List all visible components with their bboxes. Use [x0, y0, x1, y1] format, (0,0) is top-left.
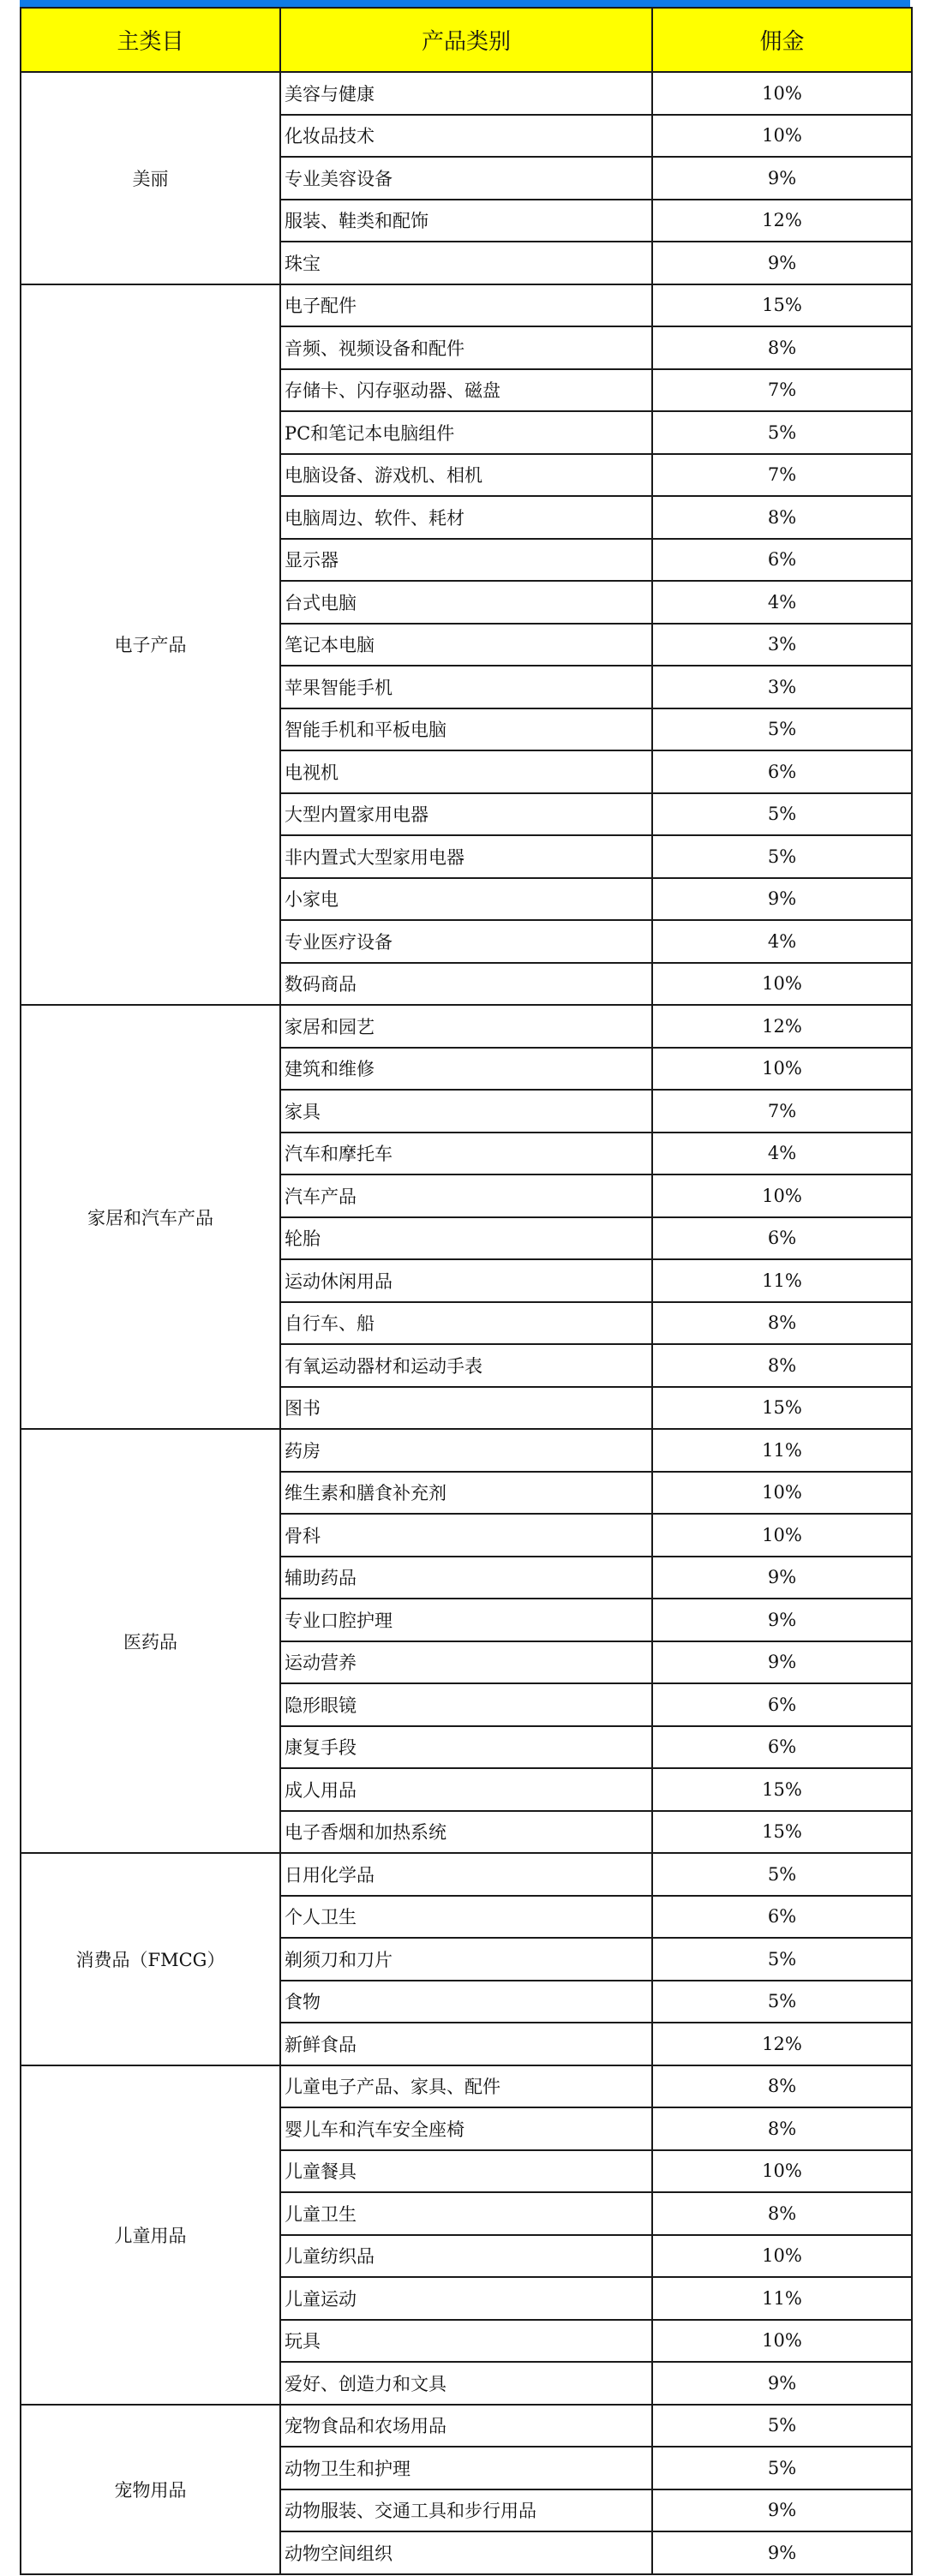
product-category-cell: 服装、鞋类和配饰	[280, 200, 652, 242]
product-category-cell: 建筑和维修	[280, 1048, 652, 1091]
product-category-cell: 非内置式大型家用电器	[280, 835, 652, 878]
table-row	[21, 2405, 912, 2447]
commission-cell: 12%	[652, 1005, 912, 1048]
commission-cell: 6%	[652, 1726, 912, 1769]
product-category-cell: 儿童运动	[280, 2277, 652, 2320]
commission-cell: 8%	[652, 2192, 912, 2235]
table-row	[21, 72, 912, 115]
commission-cell: 5%	[652, 1853, 912, 1896]
commission-cell: 6%	[652, 1683, 912, 1726]
header-product-category: 产品类别	[280, 8, 652, 72]
commission-cell: 15%	[652, 1811, 912, 1854]
main-category-cell: 医药品	[21, 1429, 280, 1853]
commission-cell: 5%	[652, 1938, 912, 1981]
commission-cell: 8%	[652, 326, 912, 369]
product-category-cell: 玩具	[280, 2320, 652, 2363]
header-main-category: 主类目	[21, 8, 280, 72]
commission-cell: 15%	[652, 1768, 912, 1811]
commission-cell: 10%	[652, 963, 912, 1006]
commission-cell: 6%	[652, 750, 912, 793]
commission-cell: 3%	[652, 666, 912, 708]
table-row	[21, 1853, 912, 1896]
commission-cell: 11%	[652, 1259, 912, 1302]
product-category-cell: 美容与健康	[280, 72, 652, 115]
product-category-cell: 珠宝	[280, 242, 652, 284]
product-category-cell: 宠物食品和农场用品	[280, 2405, 652, 2447]
table-row	[21, 1429, 912, 1472]
product-category-cell: 显示器	[280, 539, 652, 582]
commission-cell: 15%	[652, 1387, 912, 1430]
main-category-cell: 美丽	[21, 72, 280, 284]
commission-cell: 10%	[652, 2235, 912, 2278]
commission-cell: 7%	[652, 369, 912, 412]
main-category-cell: 家居和汽车产品	[21, 1005, 280, 1429]
product-category-cell: 运动休闲用品	[280, 1259, 652, 1302]
commission-cell: 5%	[652, 1981, 912, 2023]
header-commission: 佣金	[652, 8, 912, 72]
commission-cell: 5%	[652, 2447, 912, 2489]
product-category-cell: 自行车、船	[280, 1302, 652, 1345]
product-category-cell: 专业美容设备	[280, 157, 652, 200]
commission-cell: 12%	[652, 2023, 912, 2065]
commission-cell: 10%	[652, 2150, 912, 2193]
product-category-cell: 维生素和膳食补充剂	[280, 1472, 652, 1515]
commission-cell: 3%	[652, 624, 912, 666]
main-category-cell: 电子产品	[21, 284, 280, 1006]
product-category-cell: 苹果智能手机	[280, 666, 652, 708]
product-category-cell: 智能手机和平板电脑	[280, 708, 652, 751]
commission-cell: 10%	[652, 2320, 912, 2363]
product-category-cell: 电视机	[280, 750, 652, 793]
commission-cell: 10%	[652, 1514, 912, 1557]
product-category-cell: 图书	[280, 1387, 652, 1430]
commission-cell: 5%	[652, 411, 912, 454]
product-category-cell: 化妆品技术	[280, 115, 652, 158]
commission-cell: 10%	[652, 1048, 912, 1091]
commission-cell: 12%	[652, 200, 912, 242]
commission-cell: 9%	[652, 1641, 912, 1684]
product-category-cell: 汽车产品	[280, 1174, 652, 1217]
product-category-cell: 儿童电子产品、家具、配件	[280, 2065, 652, 2108]
product-category-cell: 家具	[280, 1090, 652, 1133]
product-category-cell: 剃须刀和刀片	[280, 1938, 652, 1981]
main-category-cell: 消费品（FMCG）	[21, 1853, 280, 2065]
commission-cell: 5%	[652, 835, 912, 878]
top-accent-bar	[20, 0, 910, 7]
commission-cell: 8%	[652, 1344, 912, 1387]
product-category-cell: 骨科	[280, 1514, 652, 1557]
commission-cell: 5%	[652, 793, 912, 836]
product-category-cell: 个人卫生	[280, 1896, 652, 1939]
commission-cell: 5%	[652, 708, 912, 751]
commission-cell: 10%	[652, 1174, 912, 1217]
commission-cell: 7%	[652, 1090, 912, 1133]
commission-cell: 9%	[652, 2362, 912, 2405]
product-category-cell: 电子配件	[280, 284, 652, 327]
product-category-cell: 大型内置家用电器	[280, 793, 652, 836]
product-category-cell: 家居和园艺	[280, 1005, 652, 1048]
commission-cell: 8%	[652, 2065, 912, 2108]
commission-cell: 6%	[652, 1896, 912, 1939]
product-category-cell: 儿童纺织品	[280, 2235, 652, 2278]
product-category-cell: PC和笔记本电脑组件	[280, 411, 652, 454]
product-category-cell: 汽车和摩托车	[280, 1133, 652, 1175]
commission-cell: 6%	[652, 539, 912, 582]
table-row	[21, 284, 912, 327]
commission-cell: 9%	[652, 878, 912, 921]
product-category-cell: 存储卡、闪存驱动器、磁盘	[280, 369, 652, 412]
commission-cell: 7%	[652, 454, 912, 497]
product-category-cell: 药房	[280, 1429, 652, 1472]
table-header	[21, 8, 912, 72]
commission-table	[20, 7, 913, 2575]
product-category-cell: 辅助药品	[280, 1557, 652, 1599]
product-category-cell: 运动营养	[280, 1641, 652, 1684]
product-category-cell: 电脑设备、游戏机、相机	[280, 454, 652, 497]
commission-cell: 8%	[652, 2107, 912, 2150]
product-category-cell: 食物	[280, 1981, 652, 2023]
commission-cell: 5%	[652, 2405, 912, 2447]
commission-cell: 4%	[652, 920, 912, 963]
product-category-cell: 电脑周边、软件、耗材	[280, 496, 652, 539]
product-category-cell: 儿童餐具	[280, 2150, 652, 2193]
product-category-cell: 音频、视频设备和配件	[280, 326, 652, 369]
product-category-cell: 专业医疗设备	[280, 920, 652, 963]
commission-cell: 10%	[652, 115, 912, 158]
product-category-cell: 台式电脑	[280, 581, 652, 624]
product-category-cell: 电子香烟和加热系统	[280, 1811, 652, 1854]
commission-cell: 9%	[652, 2531, 912, 2574]
commission-cell: 4%	[652, 1133, 912, 1175]
commission-cell: 11%	[652, 1429, 912, 1472]
product-category-cell: 成人用品	[280, 1768, 652, 1811]
product-category-cell: 有氧运动器材和运动手表	[280, 1344, 652, 1387]
product-category-cell: 新鲜食品	[280, 2023, 652, 2065]
commission-cell: 9%	[652, 242, 912, 284]
commission-cell: 9%	[652, 1557, 912, 1599]
product-category-cell: 隐形眼镜	[280, 1683, 652, 1726]
product-category-cell: 动物服装、交通工具和步行用品	[280, 2489, 652, 2532]
product-category-cell: 康复手段	[280, 1726, 652, 1769]
commission-cell: 10%	[652, 1472, 912, 1515]
product-category-cell: 儿童卫生	[280, 2192, 652, 2235]
product-category-cell: 爱好、创造力和文具	[280, 2362, 652, 2405]
commission-cell: 11%	[652, 2277, 912, 2320]
product-category-cell: 小家电	[280, 878, 652, 921]
table-row	[21, 1005, 912, 1048]
commission-cell: 9%	[652, 1599, 912, 1641]
commission-cell: 10%	[652, 72, 912, 115]
commission-cell: 9%	[652, 157, 912, 200]
commission-cell: 8%	[652, 496, 912, 539]
main-category-cell: 宠物用品	[21, 2405, 280, 2574]
product-category-cell: 专业口腔护理	[280, 1599, 652, 1641]
main-category-cell: 儿童用品	[21, 2065, 280, 2405]
product-category-cell: 轮胎	[280, 1217, 652, 1260]
product-category-cell: 动物空间组织	[280, 2531, 652, 2574]
commission-cell: 9%	[652, 2489, 912, 2532]
table-body	[21, 72, 912, 2574]
commission-cell: 4%	[652, 581, 912, 624]
product-category-cell: 数码商品	[280, 963, 652, 1006]
product-category-cell: 动物卫生和护理	[280, 2447, 652, 2489]
commission-cell: 15%	[652, 284, 912, 327]
product-category-cell: 笔记本电脑	[280, 624, 652, 666]
header-row	[21, 8, 912, 72]
product-category-cell: 婴儿车和汽车安全座椅	[280, 2107, 652, 2150]
commission-cell: 8%	[652, 1302, 912, 1345]
commission-cell: 6%	[652, 1217, 912, 1260]
table-row	[21, 2065, 912, 2108]
product-category-cell: 日用化学品	[280, 1853, 652, 1896]
